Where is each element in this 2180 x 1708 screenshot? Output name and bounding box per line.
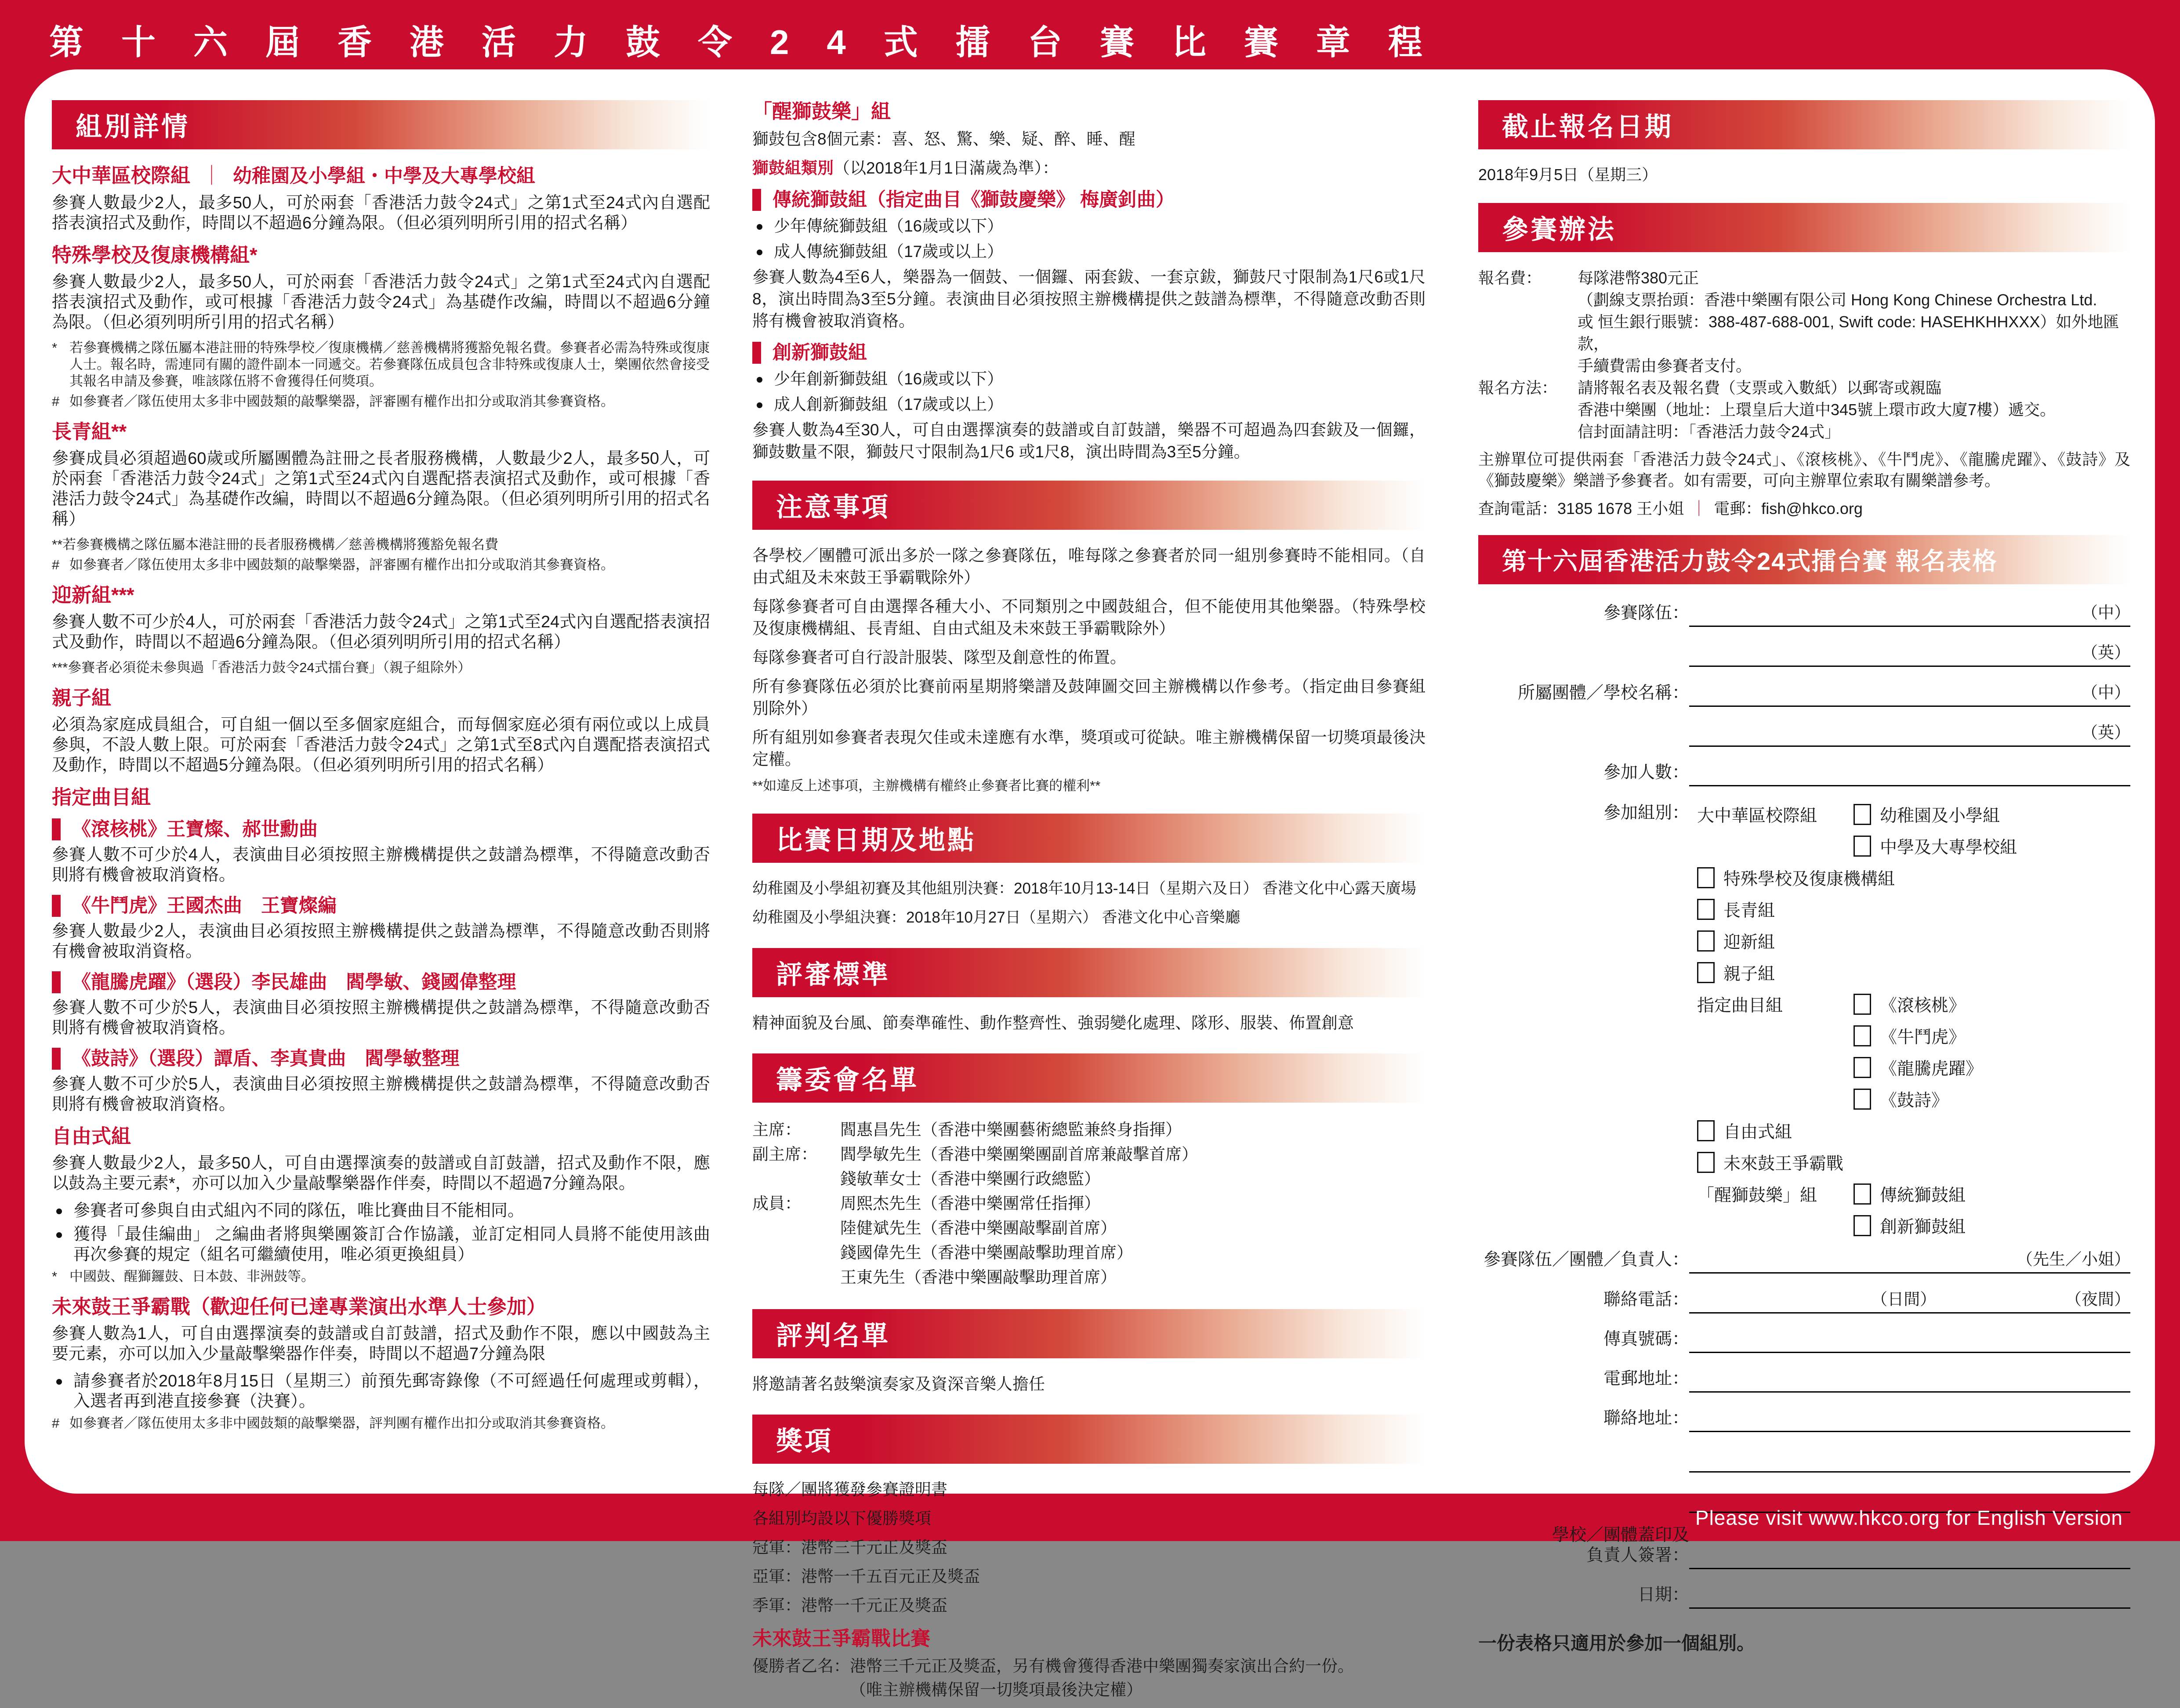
column-group-details	[52, 100, 710, 1435]
note-5: 所有組別如參賽者表現欠佳或未達應有水準，獎項或可從缺。唯主辦機構保留一切獎項最後決定權。	[752, 728, 1426, 768]
checkbox-drum-poem[interactable]: 《鼓詩》	[1854, 1087, 1948, 1111]
footnote-freestyle: * 中國鼓、醒獅鑼鼓、日本鼓、非洲鼓等。	[52, 1269, 315, 1284]
award-certificate: 每隊／團將獲發參賽證明書	[752, 1480, 947, 1498]
bullet-icon	[56, 1232, 62, 1238]
section-bar-form-title	[1478, 535, 2130, 584]
form-row-fax	[1478, 1326, 2130, 1353]
category-group-label: 大中華區校際組	[1697, 807, 1817, 825]
section-bar-awards	[752, 1415, 1426, 1464]
note-2: 每隊參賽者可自由選擇各種大小、不同類別之中國鼓組合，但不能使用其他樂器。（特殊學校及復康機構組、長青組、自由式組及未來鼓王爭霸戰除外）	[752, 597, 1426, 637]
bullet-icon	[757, 250, 762, 255]
field-suffix: （夜間）	[2065, 1290, 2130, 1308]
section-bar-judges	[752, 1309, 1426, 1358]
email-field[interactable]	[1689, 1365, 2130, 1393]
fee-row: 報名費： 每隊港幣380元正	[1478, 267, 2130, 289]
committee-row: 錢國偉先生（香港中樂團敲擊助理首席）	[840, 1244, 1133, 1262]
enquiry-phone: 查詢電話：3185 1678 王小姐	[1478, 499, 1684, 517]
bullet-icon	[56, 1379, 62, 1385]
section-bar-label: 參賽辦法	[1502, 215, 1616, 244]
column-lion-drum-and-info	[752, 100, 1426, 1708]
bullet-icon	[56, 1209, 62, 1214]
form-row-phone	[1478, 1286, 2130, 1314]
checkbox-icon[interactable]	[1854, 836, 1871, 857]
section-bar-label: 評審標準	[776, 960, 890, 989]
checkbox-icon[interactable]	[1697, 899, 1715, 920]
field-suffix: （英）	[2082, 644, 2130, 662]
footnote-drum-rule: # 如參賽者／隊伍使用太多非中國鼓類的敲擊樂器，評審團有權作出扣分或取消其參賽資格。	[52, 557, 614, 572]
divider: ｜	[202, 164, 222, 187]
red-block-icon	[52, 971, 61, 993]
para-song-rolling-walnut: 參賽人數不可少於4人，表演曲目必須按照主辦機構提供之鼓譜為標準，不得隨意改動否則將有機會被取消資格。	[52, 846, 710, 884]
checkbox-icon[interactable]	[1697, 867, 1715, 888]
field-label: 參加組別：	[1603, 803, 1689, 822]
red-block-icon	[52, 1048, 61, 1070]
heading-newcomer: 迎新組***	[52, 584, 134, 606]
form-row-org-chinese	[1478, 679, 2130, 707]
award-second-runner-up: 季軍：港幣一千元正及獎盃	[752, 1596, 947, 1614]
section-bar-group-details	[52, 100, 710, 149]
bullet-junior-innovative: 少年創新獅鼓組（16歲或以下）	[752, 368, 1426, 390]
checkbox-icon[interactable]	[1854, 1057, 1871, 1078]
team-name-chinese-field[interactable]	[1689, 599, 2130, 627]
org-name-chinese-field[interactable]	[1689, 679, 2130, 707]
note-4: 所有參賽隊伍必須於比賽前兩星期將樂譜及鼓陣圖交回主辦機構以作參考。（指定曲目參賽組別除外）	[752, 677, 1426, 717]
para-traditional-lion-drum: 參賽人數為4至6人，樂器為一個鼓、一個鑼、兩套鈸、一套京鈸，獅鼓尺寸限制為1尺6或1尺8，演出時間為3至5分鐘。表演曲目必須按照主辦機構提供之鼓譜為標準，不得隨意改動否則將有機會被取消資格。	[752, 268, 1426, 330]
committee-row: 王東先生（香港中樂團敲擊助理首席）	[840, 1268, 1117, 1286]
field-label: 日期：	[1637, 1585, 1689, 1604]
method-row: 報名方法： 請將報名表及報名費（支票或入數紙）以郵寄或親臨	[1478, 377, 2130, 399]
stamp-signature-field[interactable]	[1689, 1542, 2130, 1569]
fee-line-4: 手續費需由參賽者支付。	[1578, 357, 1752, 375]
bottom-band	[0, 1494, 2180, 1541]
checkbox-innovative-lion[interactable]: 創新獅鼓組	[1854, 1213, 1966, 1238]
committee-row: 成員： 周熙杰先生（香港中樂團常任指揮）	[752, 1194, 1100, 1212]
field-label: 聯絡地址：	[1603, 1409, 1689, 1428]
bullet-freestyle-2: 獲得「最佳編曲」 之編曲者將與樂團簽訂合作協議，並訂定相同人員將不能使用該曲再次參賽的規定（組名可繼續使用，唯必須更換組員）	[52, 1224, 710, 1265]
section-bar-label: 注意事項	[776, 492, 890, 522]
committee-row: 陸健斌先生（香港中樂團敲擊副首席）	[840, 1219, 1117, 1237]
method-label: 報名方法：	[1478, 379, 1558, 397]
checkbox-rolling-walnut[interactable]: 《滾核桃》	[1854, 992, 1966, 1017]
checkbox-kindergarten-primary[interactable]: 幼稚園及小學組	[1854, 802, 2000, 827]
checkbox-icon[interactable]	[1854, 804, 1871, 825]
committee-row: 主席： 閻惠昌先生（香港中樂團藝術總監兼終身指揮）	[752, 1121, 1182, 1139]
method-line-3: 信封面請註明：「香港活力鼓令24式」	[1578, 423, 1841, 441]
field-label: 傳真號碼：	[1603, 1330, 1689, 1349]
address-field-2[interactable]	[1689, 1445, 2130, 1473]
fax-field[interactable]	[1689, 1326, 2130, 1353]
org-name-english-field[interactable]	[1689, 719, 2130, 747]
heading-song-dragon-tiger: 《龍騰虎躍》（選段）李民雄曲 閻學敏、錢國偉整理	[52, 971, 710, 993]
date-line-1: 幼稚園及小學組初賽及其他組別決賽：2018年10月13-14日（星期六及日） 香港文化中心露天廣場	[752, 880, 1417, 897]
footer-english-version-link: Please visit www.hkco.org for English Version	[1695, 1506, 2123, 1529]
column-enrolment	[1478, 100, 2130, 1655]
note-3: 每隊參賽者可自行設計服裝、隊型及創意性的佈置。	[752, 648, 1126, 666]
method-line-2: 香港中樂團（地址：上環皇后大道中345號上環市政大廈7樓）遞交。	[1578, 401, 2056, 419]
heading-traditional-lion-drum: 傳統獅鼓組（指定曲目《獅鼓慶樂》 梅廣釗曲）	[752, 189, 1426, 211]
category-options	[1689, 799, 2130, 1241]
footnote-drum-rule: # 如參賽者／隊伍使用太多非中國鼓類的敲擊樂器，評審團有權作出扣分或取消其參賽資格。	[52, 394, 614, 409]
fee-line-3: 或 恒生銀行賬號：388-487-688-001, Swift code: HASEHKHHXXX）如外地匯款，	[1578, 313, 2119, 353]
footnote-marker: #	[52, 557, 60, 572]
note-1: 各學校／團體可派出多於一隊之參賽隊伍，唯每隊之參賽者於同一組別參賽時不能相同。（自由式組及未來鼓王爭霸戰除外）	[752, 546, 1426, 586]
form-row-team-chinese	[1478, 599, 2130, 627]
checkbox-icon[interactable]	[1854, 1183, 1871, 1205]
para-parent-child: 必須為家庭成員組合，可自組一個以至多個家庭組合，而每個家庭必須有兩位或以上成員參與，不設人數上限。可於兩套「香港活力鼓令24式」之第1式至8式內自選配搭表演招式及動作，時間以不超過5分鐘為限。（但必須列明所引用的招式名稱）	[52, 716, 710, 774]
fee-label: 報名費：	[1478, 269, 1542, 287]
footnote-marker: #	[52, 394, 60, 409]
checkbox-newcomer[interactable]: 迎新組	[1697, 929, 1775, 953]
bullet-icon	[757, 377, 762, 383]
form-row-leader	[1478, 1246, 2130, 1274]
form-row-date	[1478, 1581, 2130, 1609]
form-row-address-1	[1478, 1405, 2130, 1432]
heading-song-bull-fight-tiger: 《牛鬥虎》王國杰曲 王寶燦編	[52, 895, 710, 917]
section-bar-label: 籌委會名單	[776, 1065, 919, 1095]
section-bar-committee	[752, 1053, 1426, 1103]
field-label: 電郵地址：	[1603, 1369, 1689, 1388]
section-bar-label: 第十六屆香港活力鼓令24式擂台賽 報名表格	[1502, 547, 1998, 575]
red-block-icon	[52, 818, 61, 840]
footnote-evergreen: **若參賽機構之隊伍屬本港註冊的長者服務機構／慈善機構將獲豁免報名費	[52, 537, 499, 552]
checkbox-secondary-tertiary[interactable]: 中學及大專學校組	[1854, 834, 2017, 858]
field-suffix: （英）	[2082, 724, 2130, 742]
fee-line-2: （劃線支票抬頭：香港中樂團有限公司 Hong Kong Chinese Orchestra Ltd.	[1578, 291, 2097, 309]
committee-row: 副主席： 閻學敏先生（香港中樂團樂團副首席兼敲擊首席）	[752, 1145, 1198, 1163]
award-future-drum-king: 優勝者乙名：港幣三千元正及獎盃，另有機會獲得香港中樂團獨奏家演出合約一份。	[752, 1657, 1354, 1675]
para-freestyle: 參賽人數最少2人，最多50人，可自由選擇演奏的鼓譜或自訂鼓譜，招式及動作不限，應以鼓為主要元素*，亦可以加入少量敲擊樂器作伴奏，時間以不超過7分鐘為限。	[52, 1154, 710, 1193]
form-note: 一份表格只適用於參加一個組別。	[1478, 1633, 1756, 1654]
checkbox-traditional-lion[interactable]: 傳統獅鼓組	[1854, 1182, 1966, 1206]
enquiry-email: 電郵：fish@hkco.org	[1714, 499, 1863, 517]
section-bar-label: 組別詳情	[76, 112, 190, 141]
para-judges: 將邀請著名鼓樂演奏家及資深音樂人擔任	[752, 1375, 1045, 1393]
checkbox-icon[interactable]	[1854, 994, 1871, 1015]
award-champion: 冠軍：港幣三千元正及獎盃	[752, 1538, 947, 1556]
field-suffix: （中）	[2082, 604, 2130, 622]
heading-future-drum-king-award: 未來鼓王爭霸戰比賽	[752, 1627, 931, 1650]
para-newcomer: 參賽人數不可少於4人，可於兩套「香港活力鼓令24式」之第1式至24式內自選配搭表演招式及動作，時間以不超過6分鐘為限。（但必須列明所引用的招式名稱）	[52, 613, 710, 651]
section-bar-label: 獎項	[776, 1426, 833, 1456]
checkbox-dragon-tiger[interactable]: 《龍騰虎躍》	[1854, 1055, 1983, 1080]
checkbox-icon[interactable]	[1697, 1152, 1715, 1173]
checkbox-icon[interactable]	[1854, 1215, 1871, 1236]
heading-freestyle: 自由式組	[52, 1125, 131, 1147]
heading-song-rolling-walnut: 《滾核桃》王寶燦、郝世勳曲	[52, 818, 710, 840]
form-row-category	[1478, 799, 2130, 1241]
award-first-runner-up: 亞軍：港幣一千五百元正及獎盃	[752, 1567, 980, 1585]
para-future-drum-king: 參賽人數為1人，可自由選擇演奏的鼓譜或自訂鼓譜，招式及動作不限，應以中國鼓為主要元素，亦可以加入少量敲擊樂器作伴奏，時間以不超過7分鐘為限	[52, 1324, 710, 1363]
bullet-icon	[757, 224, 762, 230]
form-row-org-english	[1478, 719, 2130, 747]
footnote-marker: *	[52, 340, 58, 355]
field-label: 所屬團體／學校名稱：	[1517, 684, 1689, 702]
para-evergreen: 參賽成員必須超過60歲或所屬團體為註冊之長者服務機構，人數最少2人，最多50人，可於兩套「香港活力鼓令24式」之第1式至24式內自選配搭表演招式及動作，或可根據「香港活力鼓令24式」為基礎作改編，時間以不超過6分鐘為限。（但必須列明所引用的招式名稱）	[52, 449, 710, 528]
heading-special-school: 特殊學校及復康機構組*	[52, 244, 258, 266]
checkbox-special-school[interactable]: 特殊學校及復康機構組	[1697, 865, 1895, 890]
para-lion-drum-elements: 獅鼓包含8個元素：喜、怒、驚、樂、疑、醉、睡、醒	[752, 130, 1135, 148]
committee-row: 錢敏華女士（香港中樂團行政總監）	[840, 1170, 1100, 1188]
bullet-junior-traditional: 少年傳統獅鼓組（16歲或以下）	[752, 215, 1426, 237]
field-label: 參賽隊伍／團體／負責人：	[1483, 1250, 1689, 1269]
deadline-date: 2018年9月5日（星期三）	[1478, 166, 1658, 184]
heading-innovative-lion-drum: 創新獅鼓組	[752, 342, 1426, 364]
para-innovative-lion-drum: 參賽人數為4至30人，可自由選擇演奏的鼓譜或自訂鼓譜，樂器不可超過為四套鈸及一個鑼，獅鼓數量不限，獅鼓尺寸限制為1尺6 或1尺8，演出時間為3至5分鐘。	[752, 421, 1426, 461]
footnote-newcomer: ***參賽者必須從未參與過「香港活力鼓令24式擂台賽」（親子組除外）	[52, 660, 472, 675]
section-bar-notes	[752, 481, 1426, 530]
field-label: 參賽隊伍：	[1603, 604, 1689, 622]
enquiry-line	[1478, 498, 2130, 519]
heading-song-drum-poem: 《鼓詩》（選段）譚盾、李真貴曲 閻學敏整理	[52, 1048, 710, 1070]
category-group-label: 「醒獅鼓樂」組	[1697, 1186, 1817, 1205]
page-title: 第十六屆香港活力鼓令24式擂台賽比賽章程	[49, 23, 1460, 62]
section-bar-date-venue	[752, 814, 1426, 863]
checkbox-future-drum-king[interactable]: 未來鼓王爭霸戰	[1697, 1150, 1843, 1175]
red-block-icon	[52, 895, 61, 917]
leader-name-field[interactable]	[1689, 1246, 2130, 1274]
red-block-icon	[752, 342, 761, 364]
checkbox-icon[interactable]	[1697, 1120, 1715, 1141]
footnote-marker: #	[52, 1415, 60, 1431]
heading-lion-drum-group: 「醒獅鼓樂」組	[752, 100, 891, 123]
checkbox-bull-fight-tiger[interactable]: 《牛鬥虎》	[1854, 1024, 1966, 1048]
para-song-dragon-tiger: 參賽人數不可少於5人，表演曲目必須按照主辦機構提供之鼓譜為標準，不得隨意改動否則將有機會被取消資格。	[52, 999, 710, 1037]
heading-greater-china-interschool: 大中華區校際組 ｜ 幼稚園及小學組・中學及大專學校組	[52, 164, 536, 187]
para-interschool: 參賽人數最少2人，最多50人，可於兩套「香港活力鼓令24式」之第1式至24式內自選配搭表演招式及動作，時間以不超過6分鐘為限。（但必須列明所引用的招式名稱）	[52, 194, 710, 232]
para-song-drum-poem: 參賽人數不可少於5人，表演曲目必須按照主辦機構提供之鼓譜為標準，不得隨意改動否則將有機會被取消資格。	[52, 1075, 710, 1114]
heading-future-drum-king: 未來鼓王爭霸戰（歡迎任何已達專業演出水準人士參加）	[52, 1295, 547, 1318]
checkbox-icon[interactable]	[1854, 1089, 1871, 1110]
bullet-adult-traditional: 成人傳統獅鼓組（17歲或以上）	[752, 241, 1426, 263]
bullet-future-drum-king: 請參賽者於2018年8月15日（星期三）前預先郵寄錄像（不可經過任何處理或剪輯），入選者再到港直接參賽（決賽）。	[52, 1371, 710, 1411]
section-bar-criteria	[752, 948, 1426, 997]
address-field-1[interactable]	[1689, 1405, 2130, 1432]
form-row-email	[1478, 1365, 2130, 1393]
field-suffix: （先生／小姐）	[2017, 1250, 2130, 1268]
para-song-bull-fight-tiger: 參賽人數最少2人，表演曲目必須按照主辦機構提供之鼓譜為標準，不得隨意改動否則將有機會被取消資格。	[52, 922, 710, 961]
form-row-participants	[1478, 759, 2130, 786]
checkbox-parent-child[interactable]: 親子組	[1697, 960, 1775, 985]
checkbox-evergreen[interactable]: 長青組	[1697, 897, 1775, 922]
footnote-notes: **如違反上述事項，主辦機構有權終止參賽者比賽的權利**	[752, 778, 1101, 793]
divider: ｜	[1691, 499, 1707, 517]
team-name-english-field[interactable]	[1689, 639, 2130, 667]
phone-field[interactable]	[1689, 1286, 2130, 1314]
checkbox-icon[interactable]	[1697, 930, 1715, 952]
field-suffix: （日間）	[1871, 1290, 1937, 1308]
field-label: 聯絡電話：	[1603, 1290, 1689, 1309]
date-line-2: 幼稚園及小學組決賽：2018年10月27日（星期六） 香港文化中心音樂廳	[752, 909, 1241, 926]
award-disclaimer: （唯主辦機構保留一切獎項最後決定權）	[850, 1681, 1143, 1699]
form-row-team-english	[1478, 639, 2130, 667]
footnote-future-drum-king: # 如參賽者／隊伍使用太多非中國鼓類的敲擊樂器，評判團有權作出扣分或取消其參賽資格。	[52, 1415, 614, 1431]
heading-parent-child: 親子組	[52, 687, 112, 709]
date-field[interactable]	[1689, 1581, 2130, 1609]
section-bar-label: 截止報名日期	[1502, 112, 1673, 141]
bullet-adult-innovative: 成人創新獅鼓組（17歲或以上）	[752, 394, 1426, 416]
para-lion-drum-categories: 獅鼓組類別（以2018年1月1日滿歲為準）：	[752, 159, 1059, 177]
field-suffix: （中）	[2082, 684, 2130, 702]
bullet-icon	[757, 402, 762, 408]
award-intro: 各組別均設以下優勝獎項	[752, 1509, 931, 1527]
field-label: 參加人數：	[1603, 763, 1689, 782]
red-block-icon	[752, 189, 761, 211]
checkbox-icon[interactable]	[1854, 1025, 1871, 1046]
participants-number-field[interactable]	[1689, 759, 2130, 786]
section-bar-label: 評判名單	[776, 1321, 890, 1350]
para-score-offer: 主辦單位可提供兩套「香港活力鼓令24式」、《滾核桃》、《牛鬥虎》、《龍騰虎躍》、《鼓詩》及《獅鼓慶樂》樂譜予參賽者。如有需要，可向主辦單位索取有關樂譜參考。	[1478, 450, 2130, 489]
category-group-label: 指定曲目組	[1697, 996, 1783, 1015]
checkbox-icon[interactable]	[1697, 962, 1715, 983]
section-bar-label: 比賽日期及地點	[776, 825, 976, 855]
footnote-special-school: * 若參賽機構之隊伍屬本港註冊的特殊學校／復康機構／慈善機構將獲豁免報名費。參賽者必需為特殊或復康人士。報名時，需連同有關的證件副本一同遞交。若參賽隊伍成員包含非特殊或復康人士，樂團依然會接受其報名申請及參賽，唯該隊伍將不會獲得任何獎項。	[52, 340, 710, 389]
section-bar-method	[1478, 203, 2130, 252]
form-row-address-2	[1478, 1445, 2130, 1473]
para-criteria: 精神面貌及台風、節奏準確性、動作整齊性、強弱變化處理、隊形、服裝、佈置創意	[752, 1014, 1354, 1032]
checkbox-freestyle[interactable]: 自由式組	[1697, 1118, 1792, 1143]
bullet-freestyle-1: 參賽者可參與自由式組內不同的隊伍，唯比賽曲目不能相同。	[52, 1201, 710, 1221]
footnote-marker: *	[52, 1269, 58, 1284]
section-bar-deadline	[1478, 100, 2130, 149]
para-special-school: 參賽人數最少2人，最多50人，可於兩套「香港活力鼓令24式」之第1式至24式內自選配搭表演招式及動作，或可根據「香港活力鼓令24式」為基礎作改編，時間以不超過6分鐘為限。（但必須列明所引用的招式名稱）	[52, 273, 710, 332]
field-label: 學校／團體蓋印及 負責人簽署：	[1552, 1526, 1689, 1565]
heading-set-pieces: 指定曲目組	[52, 786, 151, 808]
heading-evergreen: 長青組**	[52, 420, 127, 443]
